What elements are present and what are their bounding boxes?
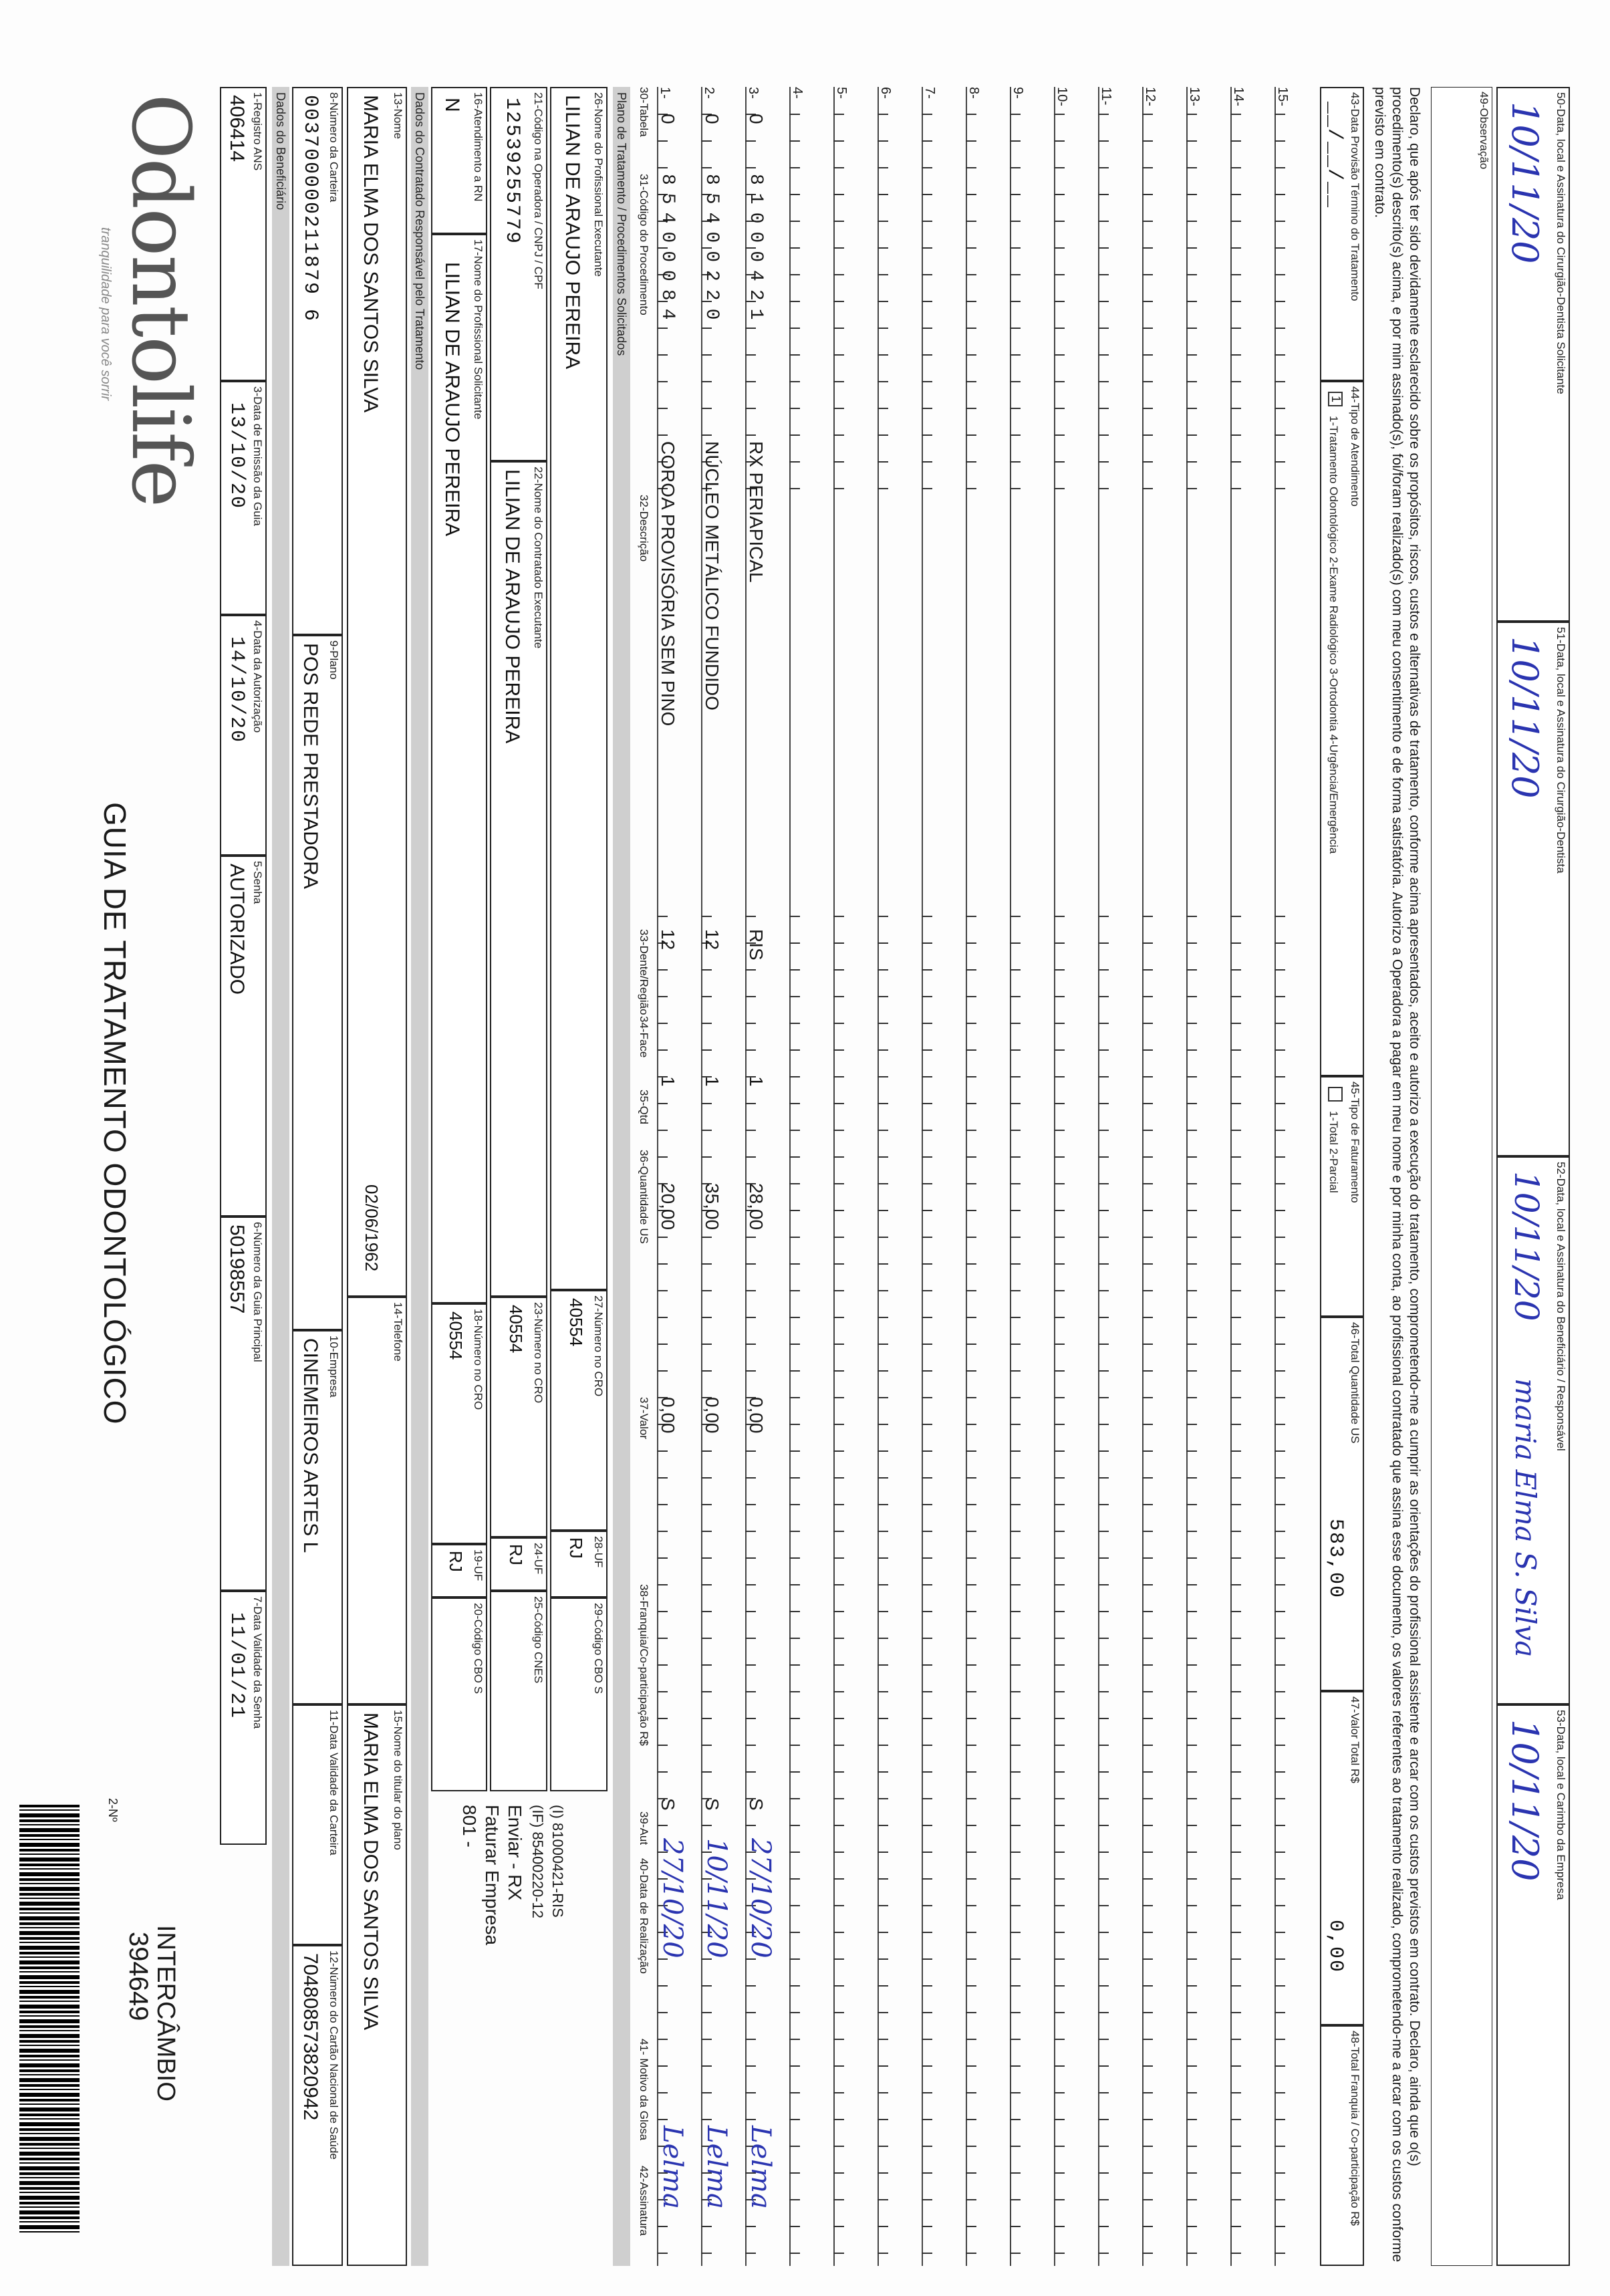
cell-code: 81000421	[745, 174, 766, 328]
field-tipo-faturamento: 45-Tipo de Faturamento 1-Total 2-Parcial	[1320, 1076, 1364, 1317]
field-codigo-operadora: 21-Código na Operadora / CNPJ / CPF 12539255779	[490, 87, 547, 461]
procedure-headers	[632, 87, 650, 2266]
field-valor-total: 47-Valor Total R$ 0,00	[1320, 1691, 1364, 2025]
header-us: 36-Quantidade US	[638, 1150, 650, 1244]
section-procedimentos: Plano de Tratamento / Procedimentos Solicitados	[613, 87, 630, 2266]
cell-n: 1-	[658, 87, 672, 99]
cell-desc: COROA PROVISÓRIA SEM PINO	[658, 441, 678, 727]
field-cnes: 25-Código CNES	[490, 1591, 547, 1791]
cell-dente: RIS	[746, 929, 767, 961]
field-uf-contratado: 24-UF RJ	[490, 1537, 547, 1591]
header-descricao: 32-Descrição	[638, 495, 650, 562]
table-row	[785, 87, 829, 2266]
cell-n: 12-	[1143, 87, 1158, 106]
note-line: Enviar - RX	[505, 1805, 525, 1901]
cell-data: 27/10/20	[657, 1838, 688, 1958]
field-empresa: 10-Empresa CINEMEIROS ARTES L	[292, 1330, 343, 1704]
signature-solicitante[interactable]: 50-Data, local e Assinatura do Cirurgião-Dentista Solicitante 10/11/20	[1496, 87, 1570, 622]
table-row	[1182, 87, 1226, 2266]
cell-us: 28,00	[746, 1183, 767, 1231]
cell-us: 20,00	[658, 1183, 678, 1231]
cell-aut: S	[702, 1798, 722, 1811]
cell-n: 15-	[1275, 87, 1290, 106]
note-line: (I) 81000421-RIS	[549, 1805, 566, 1918]
field-validade-senha: 7-Data Validade da Senha 11/01/21	[220, 1591, 267, 1845]
field-validade-carteira: 11-Data Validade da Carteira	[292, 1704, 343, 1945]
field-previsao: 43-Data Provisão Término do Tratamento __/__/__	[1320, 87, 1364, 381]
cell-desc: NÚCLEO METÁLICO FUNDIDO	[702, 441, 722, 711]
tipo-faturamento-box[interactable]	[1328, 1087, 1343, 1102]
tipo-atendimento-box[interactable]: 1	[1328, 392, 1343, 406]
cell-tab: 0	[746, 114, 767, 124]
guide-number-label: 2-Nº	[106, 1798, 120, 1822]
field-plano: 9-Plano POS REDE PRESTADORA	[292, 635, 343, 1330]
field-cbo-solicitante: 20-Código CBO S	[431, 1598, 487, 1791]
cell-assin: Lelma	[701, 2126, 732, 2209]
cell-n: 14-	[1231, 87, 1246, 106]
header-face: 34-Face	[638, 1016, 650, 1058]
page-title: GUIA DE TRATAMENTO ODONTOLÓGICO	[98, 802, 132, 1425]
field-cro-executante: 27-Número no CRO 40554	[550, 1290, 608, 1531]
field-total-us: 46-Total Quantidade US 583,00	[1320, 1317, 1364, 1691]
cell-aut: S	[658, 1798, 678, 1811]
note-line: (IF) 85400220-12	[529, 1805, 546, 1918]
field-numero-carteira: 8-Número da Carteira 003700000211879 6	[292, 87, 343, 635]
section-beneficiario: Dados do Beneficiário	[272, 87, 289, 2266]
field-atendimento-rn: 16-Atendimento a RN N	[431, 87, 487, 234]
field-uf-solicitante: 19-UF RJ	[431, 1544, 487, 1598]
header-glosa: 41- Motivo da Glosa	[638, 2039, 650, 2141]
cell-n: 9-	[1011, 87, 1025, 99]
header-data: 40-Data de Realização	[638, 1858, 650, 1974]
cell-assin: Lelma	[657, 2126, 688, 2209]
cell-tab: 0	[658, 114, 678, 124]
table-row	[653, 87, 697, 2266]
table-row	[1006, 87, 1050, 2266]
cell-n: 7-	[922, 87, 937, 99]
note-line: 801 -	[459, 1805, 480, 1847]
table-row	[874, 87, 918, 2266]
table-row	[741, 87, 785, 2266]
signature-empresa[interactable]: 53-Data, local e Carimbo da Empresa 10/11/20	[1496, 1704, 1570, 2266]
header-tabela: 30-Tabela	[638, 87, 650, 137]
cell-valor: 0,00	[658, 1397, 678, 1434]
header-dente: 33-Dente/Região	[638, 929, 650, 1015]
cell-valor: 0,00	[746, 1397, 767, 1434]
cell-dente: 12	[702, 929, 722, 950]
header-franquia: 38-Franquia/Co-participação R$	[638, 1584, 650, 1746]
field-data-emissao: 3-Data de Emissão da Guia 13/10/20	[220, 381, 267, 615]
field-cro-contratado: 23-Número no CRO 40554	[490, 1297, 547, 1537]
cell-n: 5-	[834, 87, 849, 99]
cell-qtd: 1	[746, 1076, 767, 1087]
cell-n: 13-	[1187, 87, 1202, 106]
field-tipo-atendimento: 44-Tipo de Atendimento 1 1-Tratamento Odontológico 2-Exame Radiológico 3-Ortodontia 4-Urgência/Emergência	[1320, 381, 1364, 1076]
field-nome: 13-Nome MARIA ELMA DOS SANTOS SILVA 02/06/1962	[347, 87, 407, 1297]
cell-us: 35,00	[702, 1183, 722, 1231]
cell-dente: 12	[658, 929, 678, 950]
field-total-franquia: 48-Total Franquia / Co-participação R$	[1320, 2025, 1364, 2266]
cell-tab: 0	[702, 114, 722, 124]
field-registro-ans: 1-Registro ANS 406414	[220, 87, 267, 381]
cell-code: 85400220	[701, 174, 722, 328]
cell-desc: RX PERIAPICAL	[746, 441, 767, 583]
field-prof-executante: 26-Nome do Profissional Executante LILIAN DE ARAUJO PEREIRA	[550, 87, 608, 1290]
table-row	[1270, 87, 1315, 2266]
field-senha: 5-Senha AUTORIZADO	[220, 856, 267, 1217]
table-row	[918, 87, 962, 2266]
field-cartao-nacional: 12-Número do Cartão Nacional de Saúde 704808573820942	[292, 1945, 343, 2266]
table-row	[697, 87, 741, 2266]
field-telefone: 14-Telefone	[347, 1297, 407, 1704]
cell-code: 85400084	[657, 174, 678, 328]
header-valor: 37-Valor	[638, 1397, 650, 1439]
field-uf-executante: 28-UF RJ	[550, 1531, 608, 1598]
header-assinatura: 42-Assinatura	[638, 2166, 650, 2236]
barcode	[19, 1805, 80, 2233]
field-titular: 15-Nome do titular do plano MARIA ELMA DOS SANTOS SILVA	[347, 1704, 407, 2266]
table-row	[1138, 87, 1182, 2266]
cell-data: 10/11/20	[701, 1838, 732, 1958]
table-row	[1050, 87, 1094, 2266]
cell-aut: S	[746, 1798, 767, 1811]
guide-type: INTERCÂMBIO	[152, 1925, 180, 2101]
section-contratado: Dados do Contratado Responsável pelo Tratamento	[411, 87, 428, 2266]
header-qtd: 35-Qtd	[638, 1090, 650, 1124]
guide-number: 394649	[124, 1932, 153, 2021]
note-line: Faturar Empresa	[482, 1805, 503, 1946]
field-contratado-exec: 22-Nome do Contratado Executante LILIAN DE ARAUJO PEREIRA	[490, 461, 547, 1297]
cell-valor: 0,00	[702, 1397, 722, 1434]
field-cbo-executante: 29-Código CBO S	[550, 1598, 608, 1791]
table-row	[962, 87, 1006, 2266]
cell-n: 4-	[790, 87, 805, 99]
declaration-text: Declaro, que após ter sido devidamente esclarecido sobre os propósitos, riscos, custos e alternativas de tratamento, conforme acima apresentados, aceito e autorizo a execução do tratamento, comprometendo-me a cumprir as orientações do profissional assistente e arcar com os custos previstos em contrato. Declaro, ainda que o(s) procedimento(s) descrito(s) acima, e por mim assinado(s), foi/foram realizado(s) com meu consentimento e de forma satisfatória. Autorizo a Operadora a pagar em meu nome e por minha conta, ao profissional contratado que assina esse documento, os valores referentes ao tratamento realizado, comprometendo-me a arcar com os custos conforme previsto em contrato.	[1372, 87, 1422, 2263]
signature-cirurgiao[interactable]: 51-Data, local e Assinatura do Cirurgião-Dentista 10/11/20	[1496, 622, 1570, 1156]
header-aut: 39-Aut	[638, 1811, 650, 1845]
logo-text: Odontolife	[114, 94, 207, 507]
cell-assin: Lelma	[745, 2126, 776, 2209]
cell-data: 27/10/20	[745, 1838, 776, 1958]
field-prof-solicitante: 17-Nome do Profissional Solicitante LILIAN DE ARAUJO PEREIRA	[431, 234, 487, 1303]
cell-n: 10-	[1055, 87, 1069, 106]
cell-qtd: 1	[658, 1076, 678, 1087]
field-data-autorizacao: 4-Data da Autorização 14/10/20	[220, 615, 267, 856]
field-cro-solicitante: 18-Número no CRO 40554	[431, 1303, 487, 1544]
field-observacao: 49-Observação	[1431, 87, 1492, 2266]
field-guia-principal: 6-Número da Guia Principal 50198557	[220, 1217, 267, 1591]
cell-n: 11-	[1099, 87, 1113, 106]
logo-tagline: tranquilidade para você sorrir	[98, 227, 113, 401]
cell-n: 2-	[702, 87, 716, 99]
cell-n: 8-	[966, 87, 981, 99]
table-row	[829, 87, 874, 2266]
signature-beneficiario[interactable]: 52-Data, local e Assinatura do Beneficiário / Responsável 10/11/20 maria Elma S. Silva	[1496, 1156, 1570, 1704]
table-row	[1226, 87, 1270, 2266]
cell-qtd: 1	[702, 1076, 722, 1087]
cell-n: 6-	[878, 87, 893, 99]
billing-notes	[440, 1805, 601, 2259]
header-codigo: 31-Código do Procedimento	[638, 174, 650, 315]
cell-n: 3-	[746, 87, 761, 99]
table-row	[1094, 87, 1138, 2266]
